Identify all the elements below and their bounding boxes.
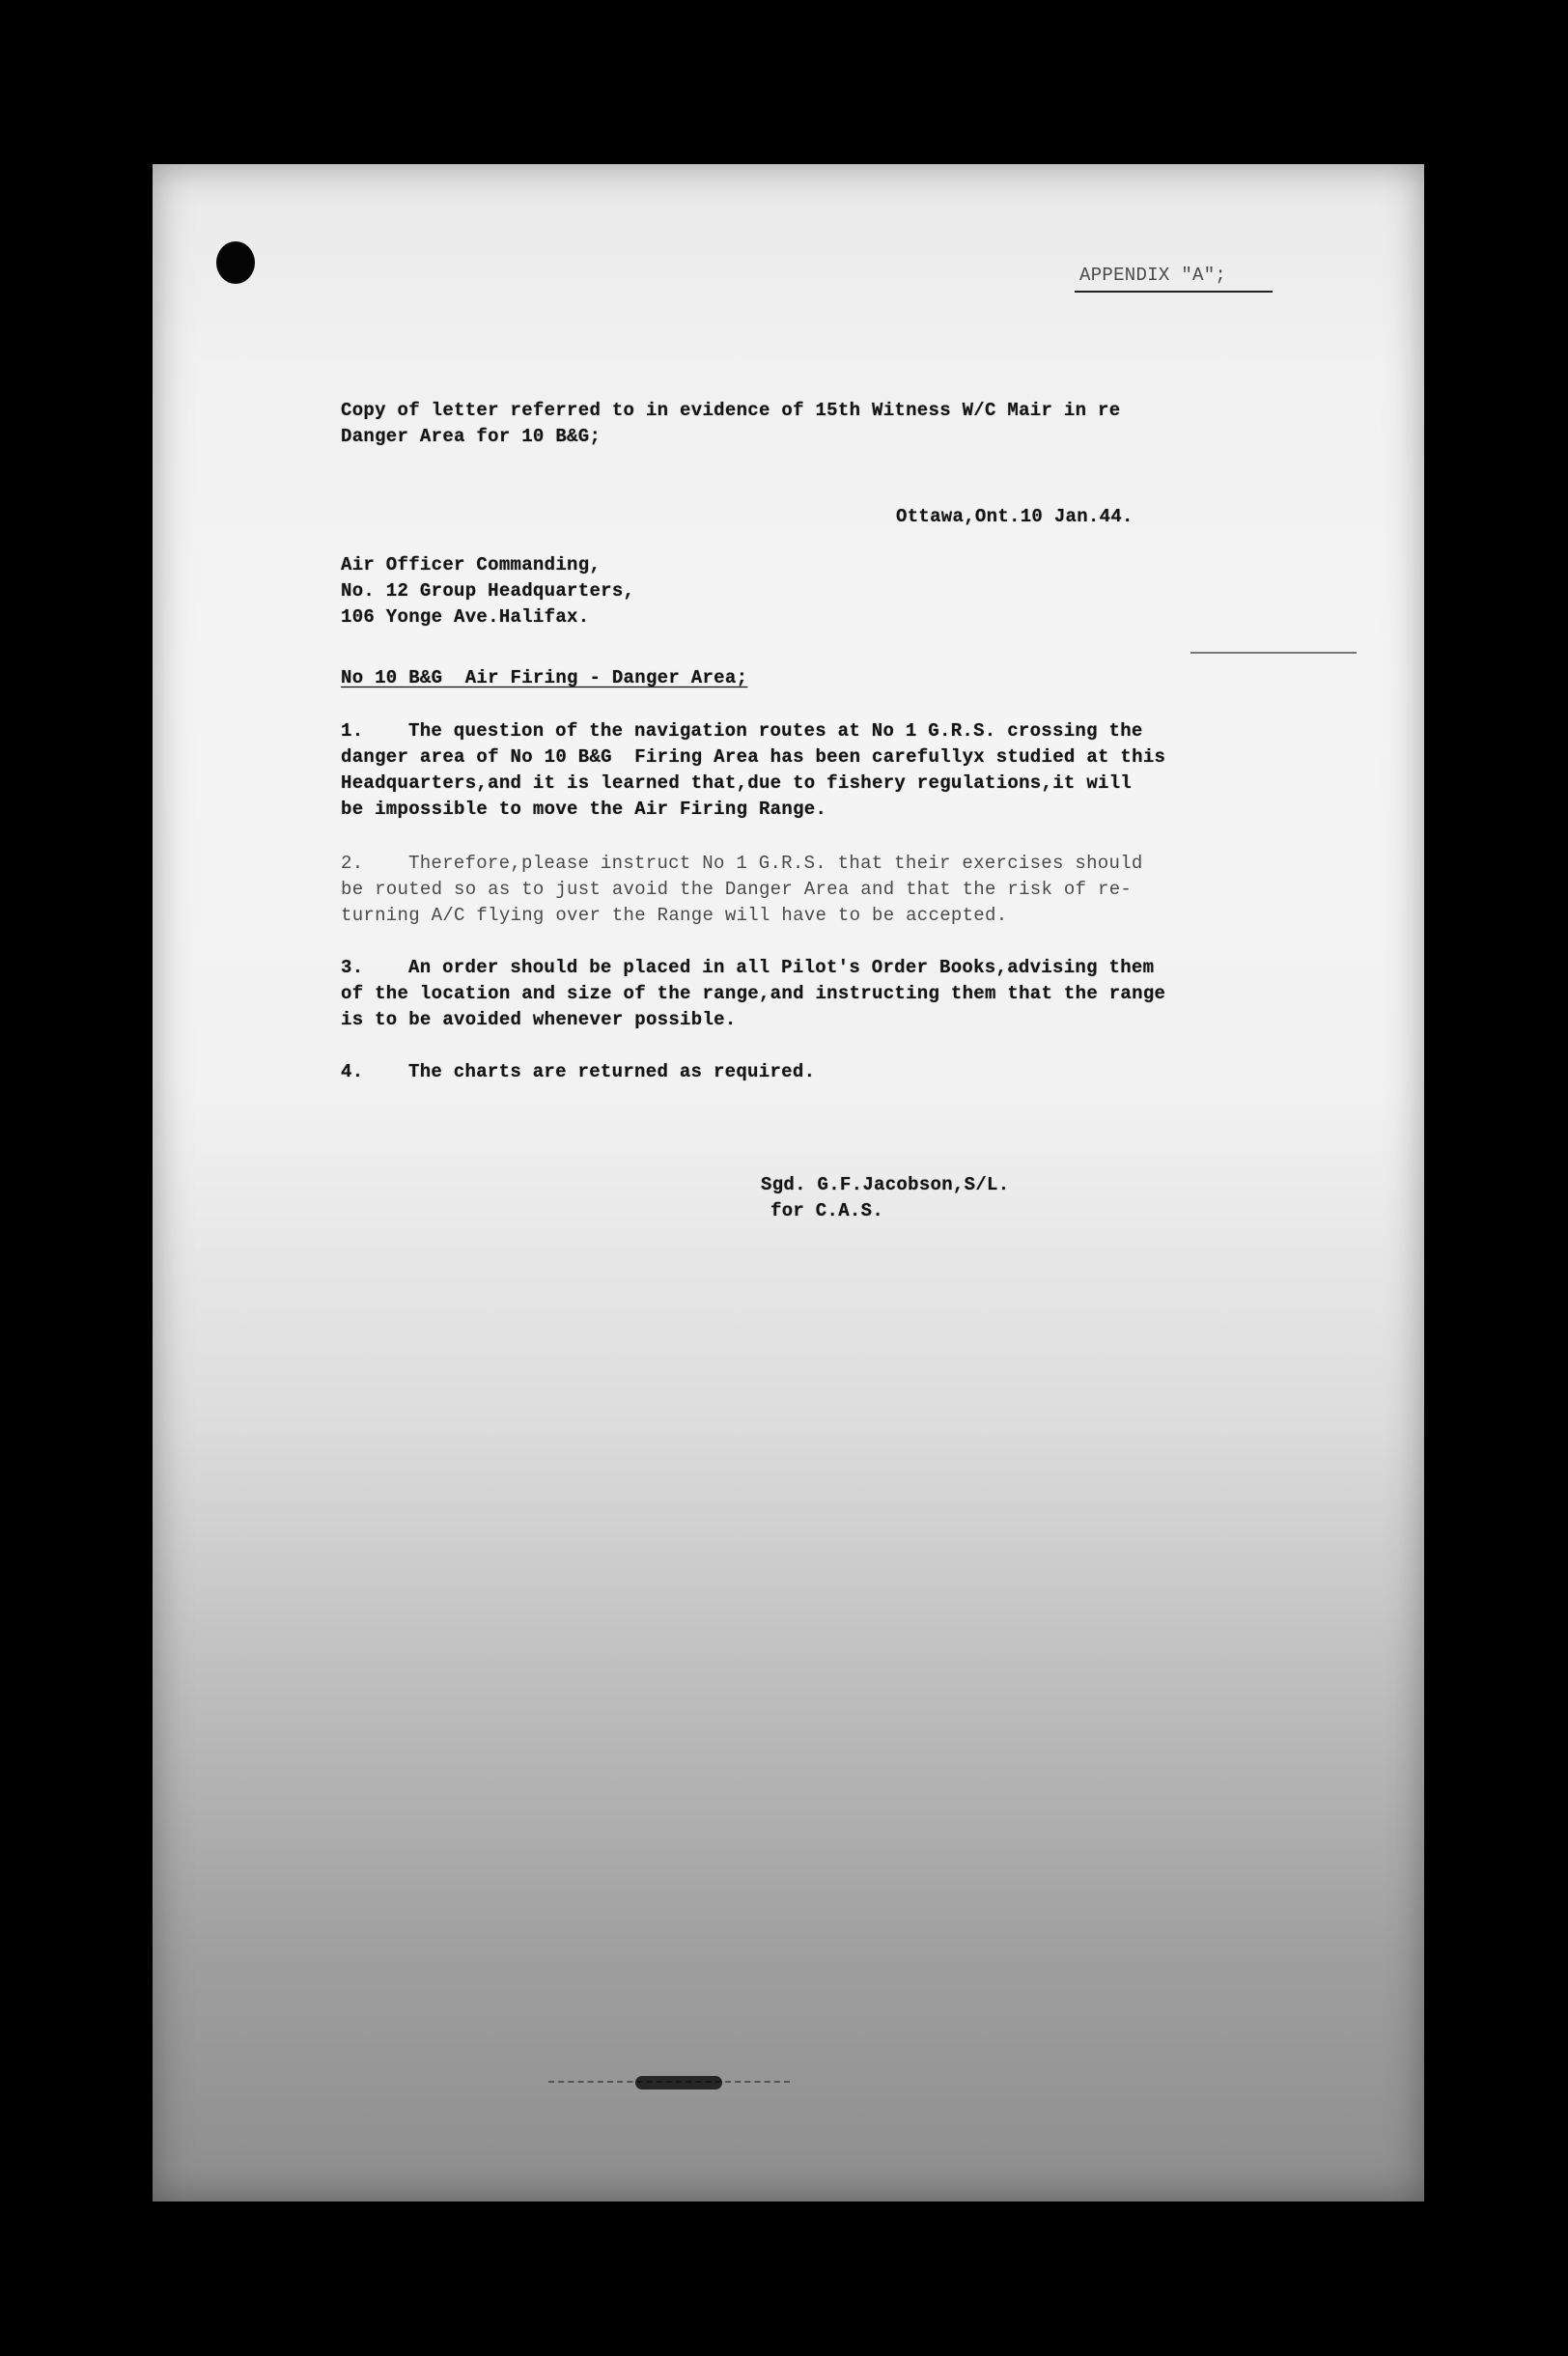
paragraph-3-line-2: of the location and size of the range,and instructing them that the range: [341, 983, 1166, 1004]
paragraph-1-line-3: Headquarters,and it is learned that,due to fishery regulations,it will: [341, 772, 1133, 794]
paragraph-1-line-4: be impossible to move the Air Firing Range.: [341, 799, 827, 820]
intro-line-1: Copy of letter referred to in evidence of 15th Witness W/C Mair in re: [341, 400, 1121, 421]
signature-line-2: for C.A.S.: [770, 1200, 884, 1221]
paragraph-3-number: 3.: [341, 957, 364, 978]
addressee-line-2: No. 12 Group Headquarters,: [341, 580, 635, 602]
addressee-line-1: Air Officer Commanding,: [341, 554, 602, 575]
appendix-label: APPENDIX "A";: [1079, 265, 1227, 286]
paragraph-2-number: 2.: [341, 853, 364, 874]
margin-rule: [1190, 652, 1357, 654]
subject-line: No 10 B&G Air Firing - Danger Area;: [341, 667, 748, 688]
punch-hole: [216, 241, 255, 284]
appendix-underline: [1075, 291, 1273, 293]
paragraph-3-line-1: An order should be placed in all Pilot's Order Books,advising them: [408, 957, 1155, 978]
paragraph-2-line-3: turning A/C flying over the Range will have to be accepted.: [341, 905, 1008, 926]
paragraph-4-number: 4.: [341, 1061, 364, 1082]
paragraph-1-number: 1.: [341, 720, 364, 742]
dateline: Ottawa,Ont.10 Jan.44.: [896, 506, 1134, 527]
addressee-line-3: 106 Yonge Ave.Halifax.: [341, 606, 590, 628]
paragraph-3-line-3: is to be avoided whenever possible.: [341, 1009, 737, 1030]
paragraph-4-line-1: The charts are returned as required.: [408, 1061, 816, 1082]
signature-line-1: Sgd. G.F.Jacobson,S/L.: [761, 1174, 1010, 1195]
paragraph-1-line-2: danger area of No 10 B&G Firing Area has been carefullyx studied at this: [341, 746, 1166, 768]
paragraph-1-line-1: The question of the navigation routes at No 1 G.R.S. crossing the: [408, 720, 1143, 742]
document-page: [153, 164, 1424, 2202]
paragraph-2-line-2: be routed so as to just avoid the Danger Area and that the risk of re-: [341, 879, 1133, 900]
ink-smudge: [635, 2076, 722, 2090]
intro-line-2: Danger Area for 10 B&G;: [341, 426, 602, 447]
paragraph-2-line-1: Therefore,please instruct No 1 G.R.S. that their exercises should: [408, 853, 1143, 874]
